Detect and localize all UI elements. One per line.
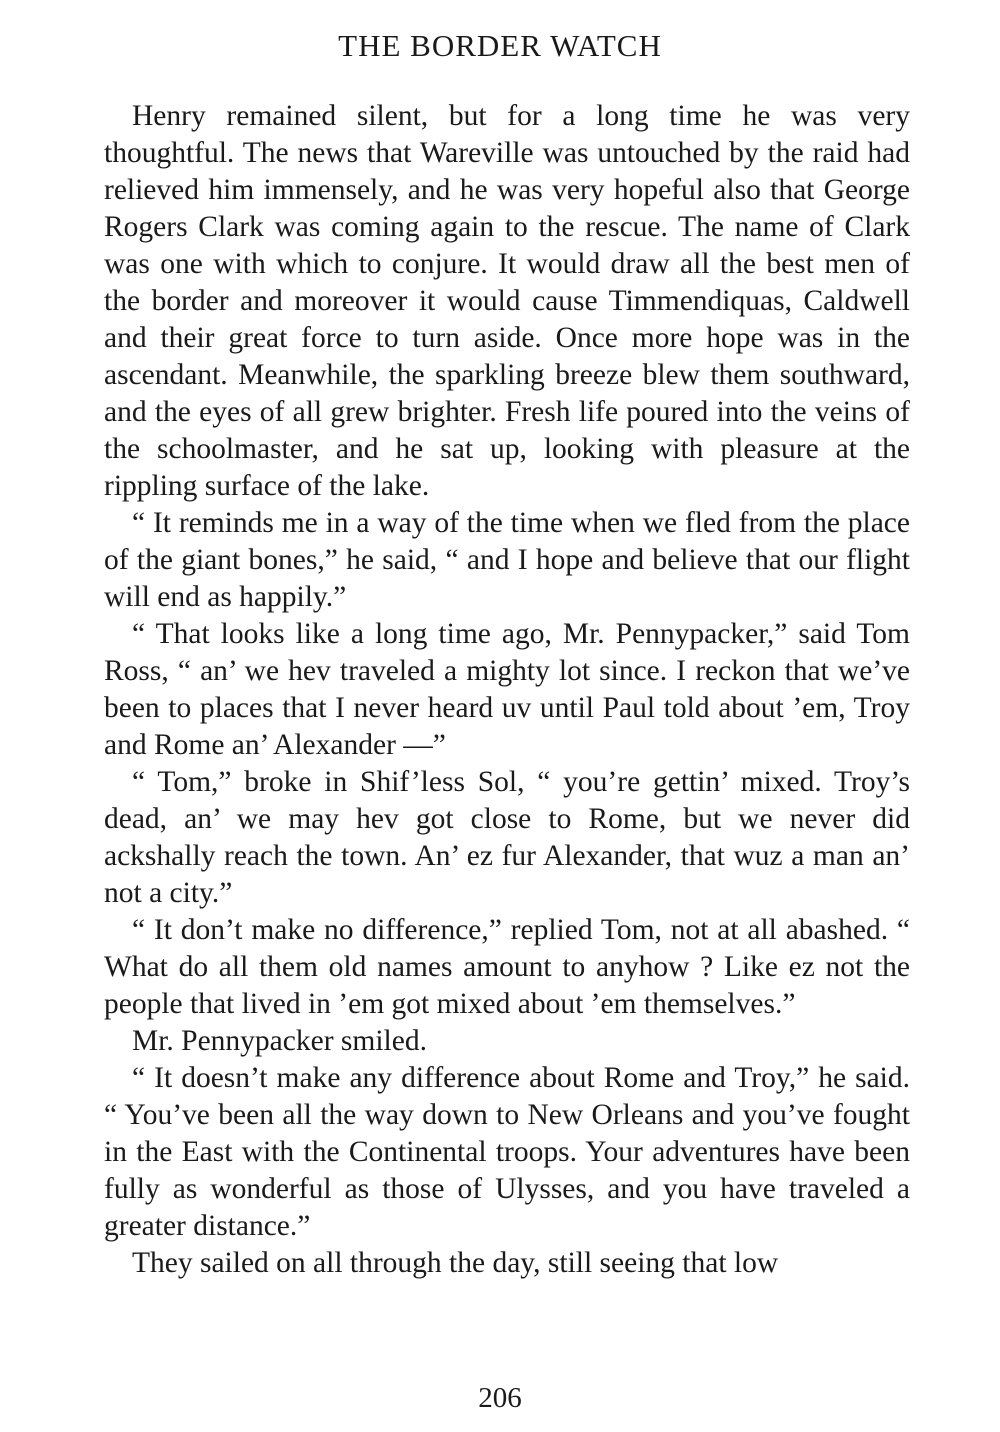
paragraph: “ It doesn’t make any difference about Rome and Troy,” he said. “ You’ve been all the way down to New Orleans and you’ve fought in the East with the Continental troops. Your adventures have been fully as wonderful as those of Ulysses, and you have traveled a greater distance.” (104, 1062, 910, 1242)
paragraph: They sailed on all through the day, still seeing that low (132, 1247, 779, 1279)
running-title: THE BORDER WATCH (338, 28, 662, 63)
paragraph: Mr. Pennypacker smiled. (132, 1025, 427, 1057)
paragraph: Henry remained silent, but for a long time he was very thoughtful. The news that Wareville was untouched by the raid had relieved him immensely, and he was very hopeful also that George Rogers Clark was coming again to the rescue. The name of Clark was one with which to conjure. It would draw all the best men of the border and moreover it would cause Timmendiquas, Caldwell and their great force to turn aside. Once more hope was in the ascendant. Meanwhile, the sparkling breeze blew them southward, and the eyes of all grew brighter. Fresh life poured into the veins of the schoolmaster, and he sat up, looking with pleasure at the rippling surface of the lake. (104, 100, 910, 502)
paragraph: “ It reminds me in a way of the time when we fled from the place of the giant bones,” he said, “ and I hope and believe that our flight will end as happily.” (104, 507, 910, 613)
paragraph: “ It don’t make no difference,” replied Tom, not at all abashed. “ What do all them old names amount to anyhow ? Like ez not the people that lived in ’em got mixed about ’em themselves.” (104, 914, 910, 1020)
page-number: 206 (478, 1382, 522, 1414)
body-text (104, 98, 910, 1282)
paragraph: “ That looks like a long time ago, Mr. Pennypacker,” said Tom Ross, “ an’ we hev traveled a mighty lot since. I reckon that we’ve been to places that I never heard uv until Paul told about ’em, Troy and Rome an’ Alexander —” (104, 618, 910, 761)
paragraph: “ Tom,” broke in Shif’less Sol, “ you’re gettin’ mixed. Troy’s dead, an’ we may hev got close to Rome, but we never did ackshally reach the town. An’ ez fur Alexander, that wuz a man an’ not a city.” (104, 766, 910, 909)
